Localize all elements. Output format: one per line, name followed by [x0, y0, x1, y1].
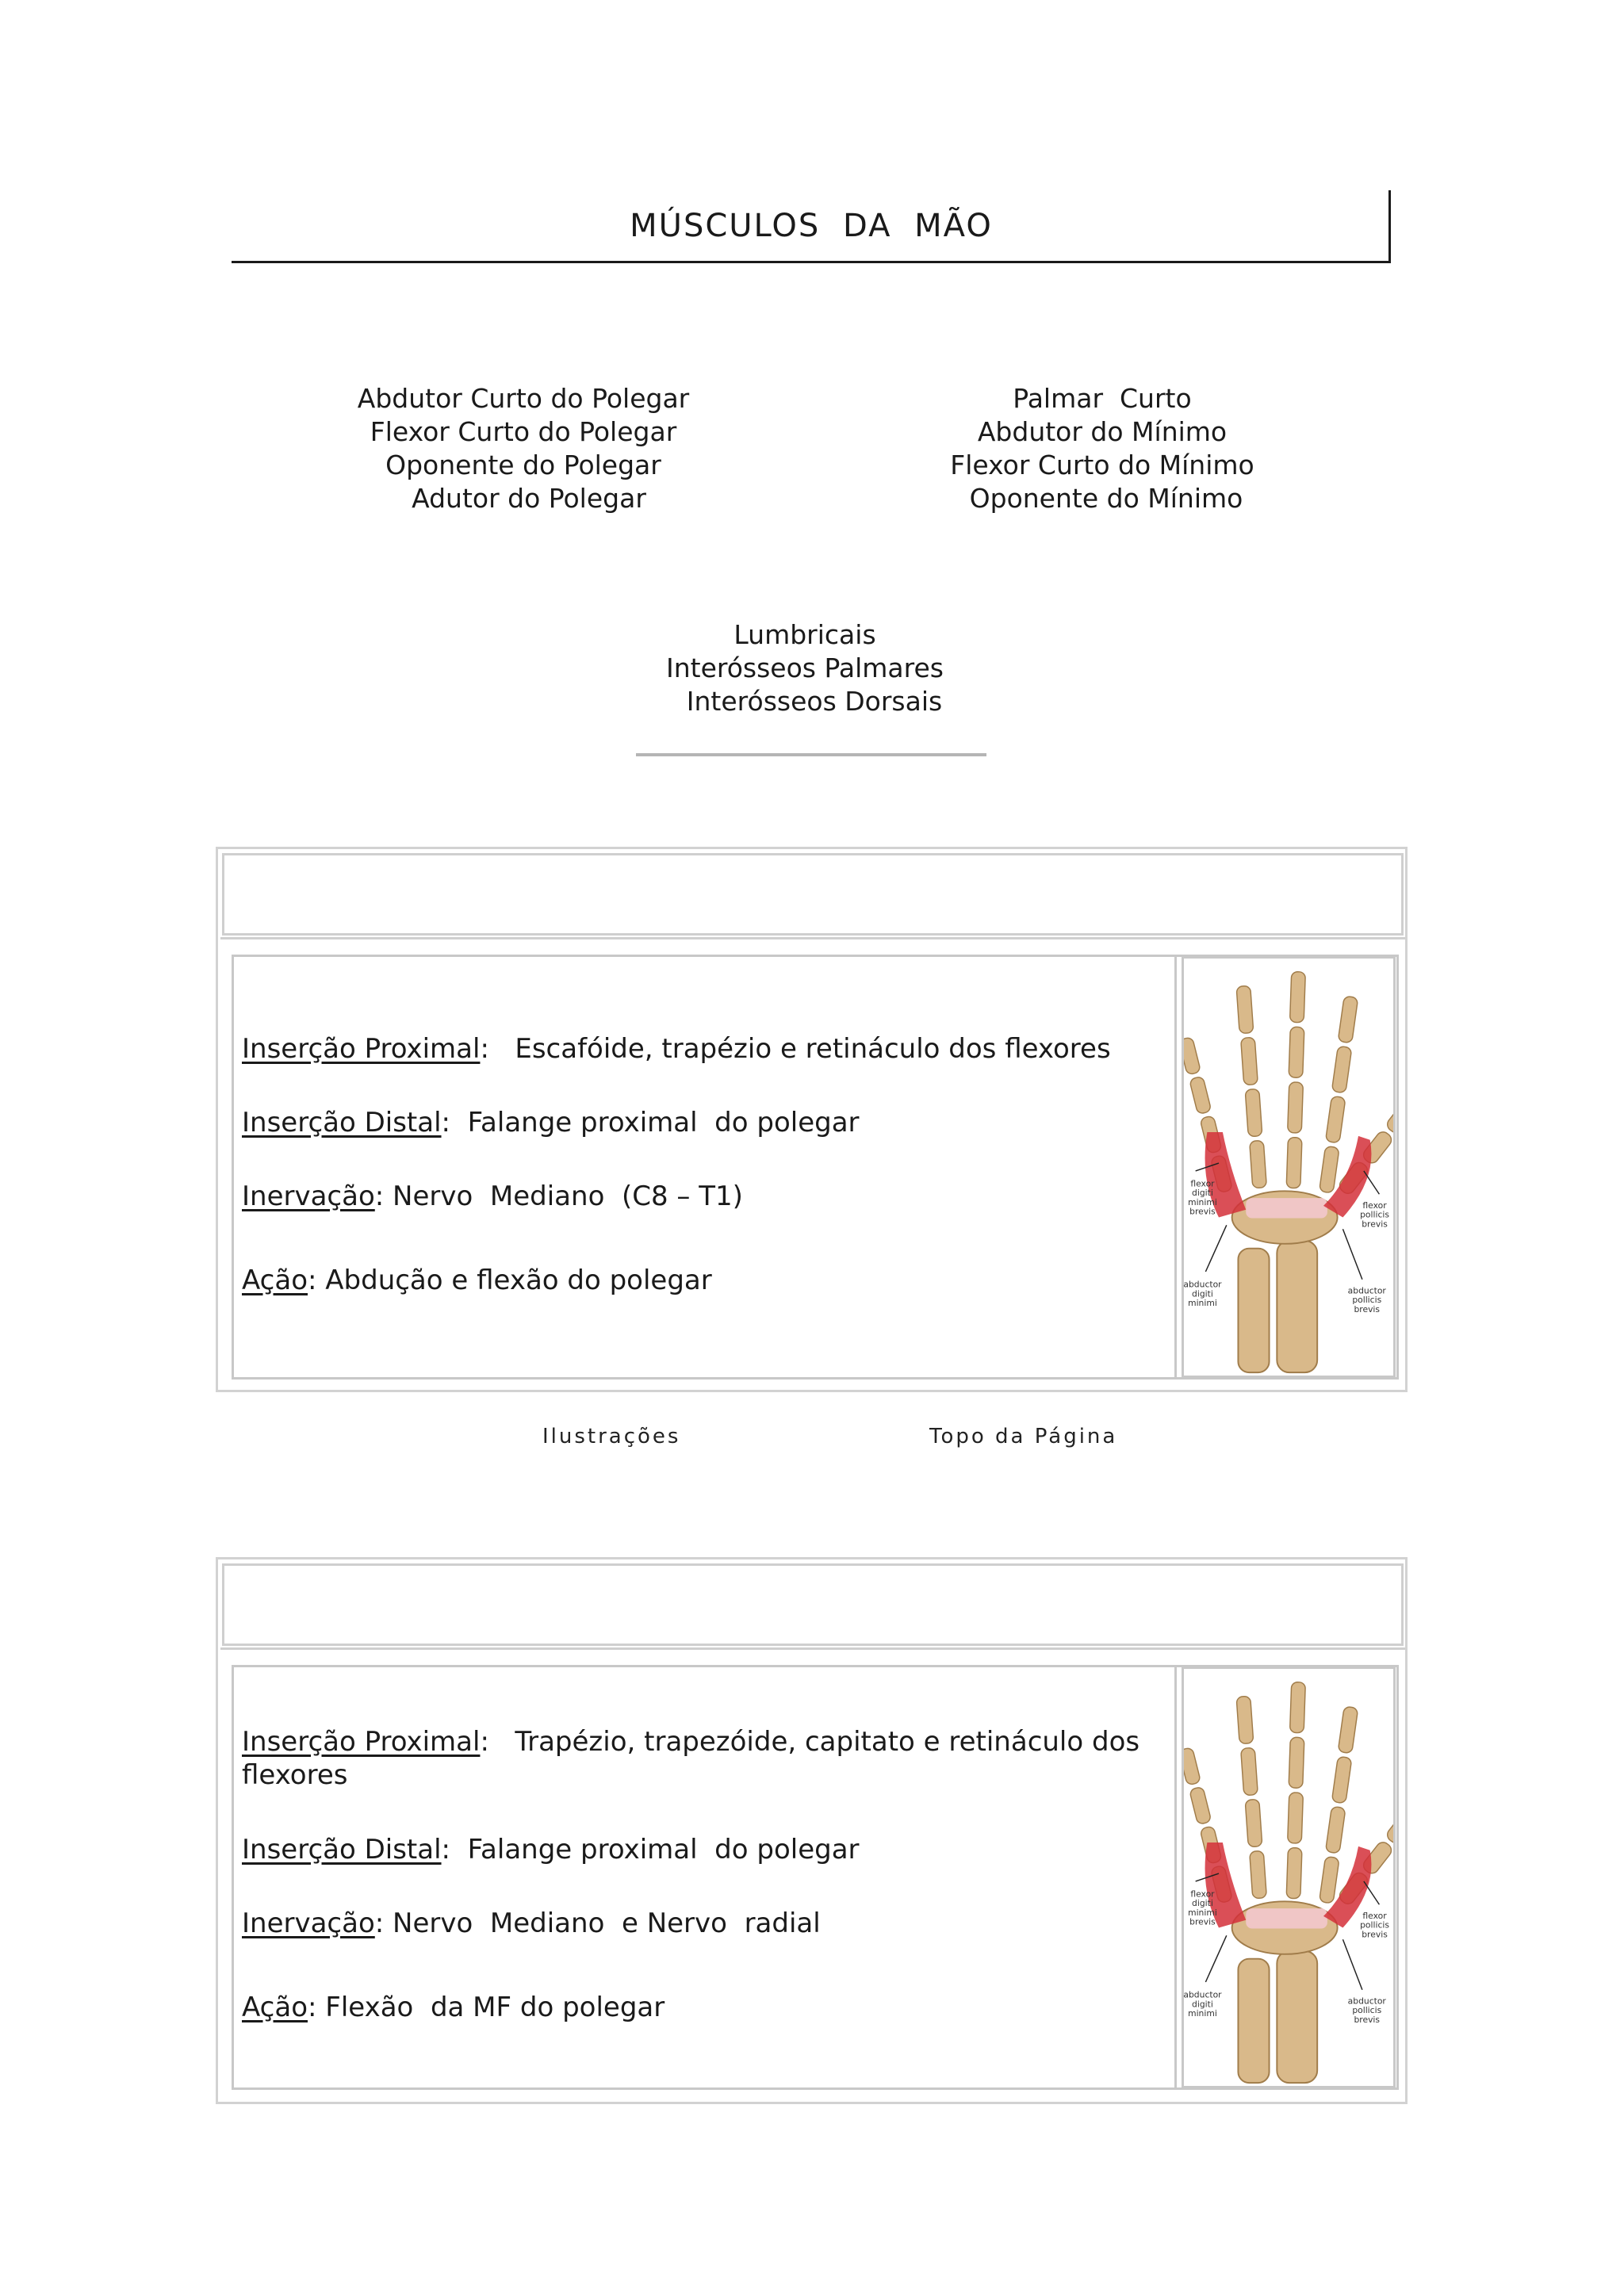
label-flexor-pollicis-brevis: flexor pollicis brevis [1360, 1910, 1389, 1940]
label-flexor-digiti-minimi: flexor digiti minimi brevis [1188, 1178, 1217, 1217]
list-item: Flexor Curto do Mínimo [950, 450, 1254, 480]
list-item: Interósseos Dorsais [686, 686, 943, 717]
intermediate-muscle-list [611, 618, 999, 718]
list-item: Oponente do Polegar [385, 450, 661, 480]
flexor-retinaculum [1246, 1198, 1327, 1218]
list-item: Palmar Curto [1013, 383, 1192, 414]
card-text-cell [235, 957, 1177, 1377]
list-item: Lumbricais [733, 619, 876, 650]
finger-bones [1236, 985, 1266, 1188]
hand-skeleton-image [1184, 959, 1393, 1376]
page-title: MÚSCULOS DA MÃO [630, 208, 993, 244]
label-flexor-pollicis-brevis: flexor pollicis brevis [1360, 1200, 1389, 1230]
distal-insertion: Inserção Distal: Falange proximal do polegar [242, 1834, 860, 1866]
distal-insertion: Inserção Distal: Falange proximal do polegar [242, 1107, 860, 1138]
card-header [222, 1563, 1404, 1646]
card-header [222, 853, 1404, 936]
proximal-insertion: Inserção Proximal: Trapézio, trapezóide, capitato e retináculo dos flexores [242, 1726, 1140, 1791]
list-item: Oponente do Mínimo [969, 483, 1243, 514]
finger-bones [1284, 971, 1308, 1188]
section-divider [636, 753, 986, 756]
label-abductor-digiti-minimi: abductor digiti minimi [1184, 1989, 1222, 2019]
radius-bone [1277, 1951, 1317, 2083]
list-item: Abdutor do Mínimo [977, 416, 1228, 447]
hypothenar-muscle-list [896, 382, 1308, 515]
finger-bones [1236, 1696, 1266, 1899]
list-item: Abdutor Curto do Polegar [357, 383, 690, 414]
radius-bone [1277, 1241, 1317, 1372]
hand-skeleton-image [1184, 1669, 1393, 2086]
proximal-insertion: Inserção Proximal: Escafóide, trapézio e retináculo dos flexores [242, 1033, 1111, 1065]
label-abductor-pollicis-brevis: abductor pollicis brevis [1347, 1996, 1386, 2025]
action: Ação: Abdução e flexão do polegar [242, 1265, 712, 1296]
hand-illustration-2 [1182, 1667, 1396, 2088]
flexor-retinaculum [1246, 1908, 1327, 1928]
ulna-bone [1238, 1249, 1269, 1372]
illustrations-link[interactable]: Ilustrações [542, 1425, 681, 1448]
thenar-muscle-list [317, 382, 730, 515]
innervation: Inervação: Nervo Mediano e Nervo radial [242, 1908, 821, 1939]
label-flexor-digiti-minimi: flexor digiti minimi brevis [1188, 1888, 1217, 1927]
label-abductor-digiti-minimi: abductor digiti minimi [1184, 1279, 1222, 1309]
finger-bones [1284, 1682, 1308, 1898]
ulna-bone [1238, 1959, 1269, 2083]
action: Ação: Flexão da MF do polegar [242, 1992, 665, 2023]
top-of-page-link[interactable]: Topo da Página [929, 1425, 1118, 1448]
list-item: Flexor Curto do Polegar [370, 416, 677, 447]
card-separator [220, 1647, 1405, 1650]
hand-illustration-1 [1182, 956, 1396, 1378]
list-item: Interósseos Palmares [666, 652, 944, 683]
list-item: Adutor do Polegar [412, 483, 646, 514]
label-abductor-pollicis-brevis: abductor pollicis brevis [1347, 1285, 1386, 1314]
card-separator [220, 937, 1405, 939]
innervation: Inervação: Nervo Mediano (C8 – T1) [242, 1181, 743, 1212]
